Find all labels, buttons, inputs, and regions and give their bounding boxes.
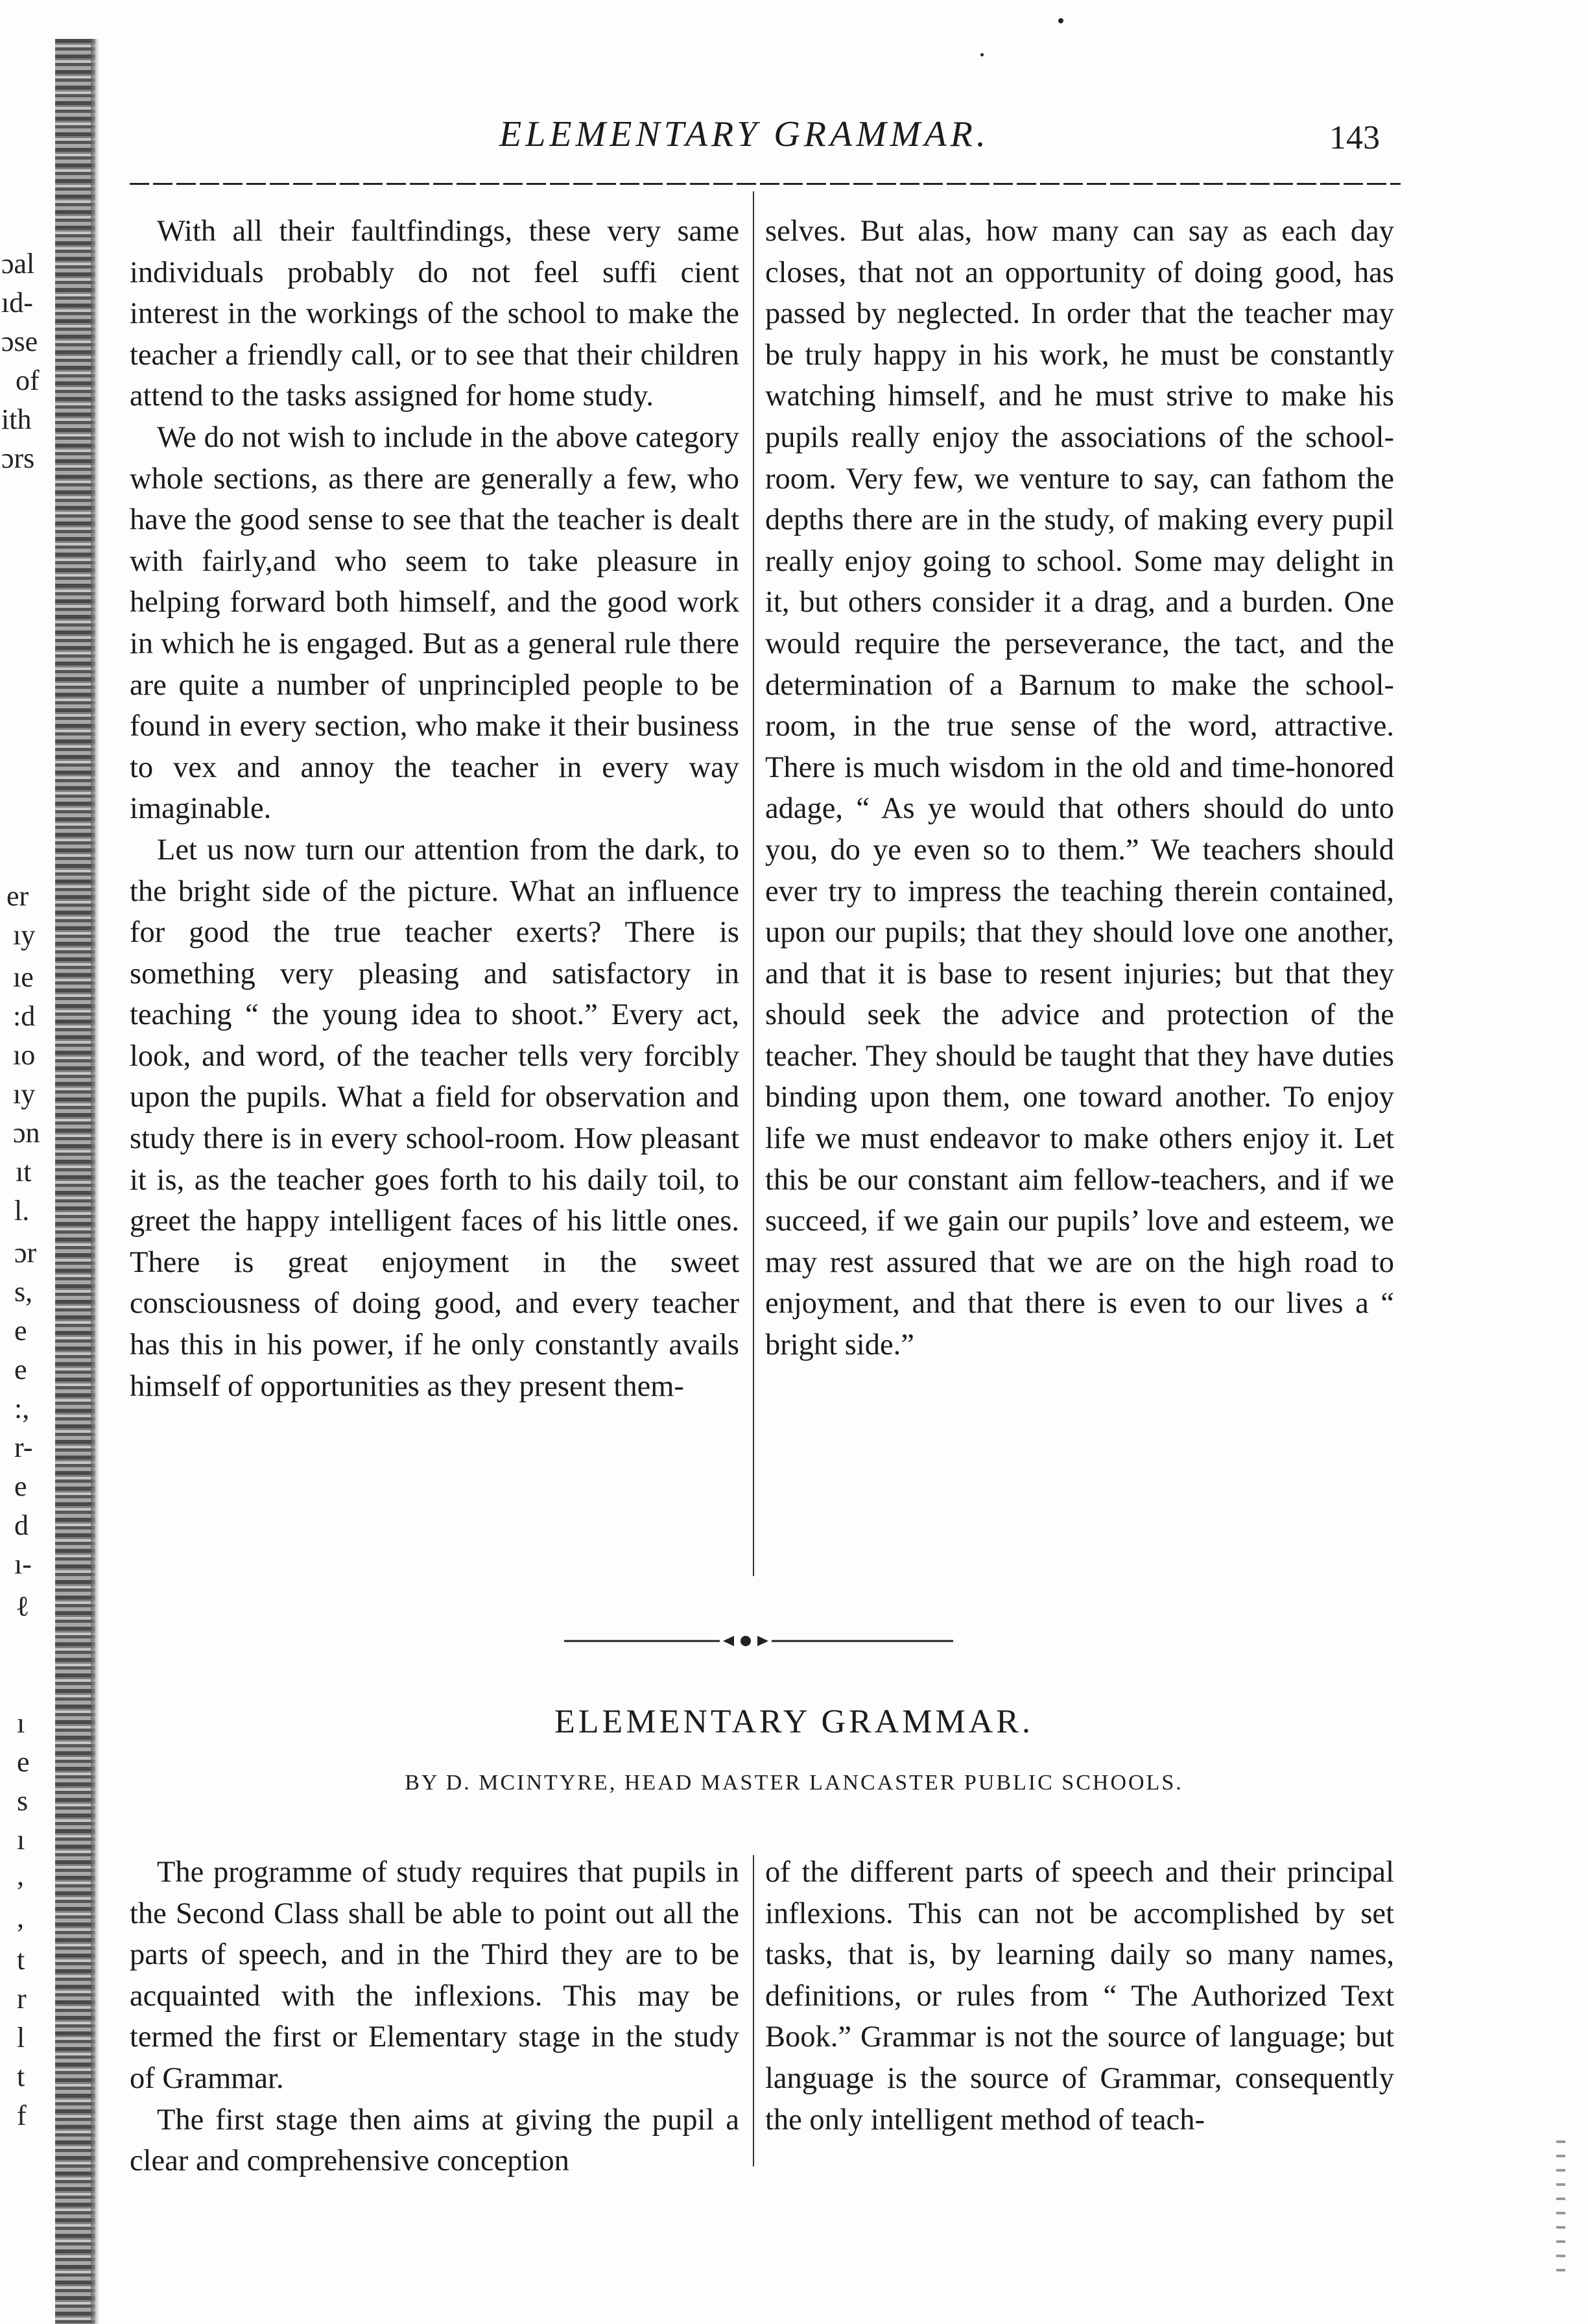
fragment-36: f [17, 2100, 27, 2131]
page-number: 143 [1329, 119, 1380, 156]
fragment-24: ı- [14, 1548, 32, 1580]
fragment-30: , [17, 1860, 24, 1891]
fragment-32: t [17, 1944, 25, 1976]
section-divider-ornament [564, 1628, 953, 1654]
article-left-column [130, 1852, 739, 2182]
fragment-20: :, [14, 1393, 30, 1424]
fragment-4: of [16, 365, 40, 396]
paragraph: We do not wish to include in the above category whole sections, as there are generally a few, who have the good sense to see that the teacher is dealt with fairly,and who seem to take pleasure in helping forward both himself, and the good work in which he is engaged. But as a general rule there are quite a number of unprincipled people to be found in every section, who make it their business to vex and annoy the teacher in every way imaginable. [130, 420, 739, 826]
paragraph: selves. But alas, how many can say as each day closes, that not an opportunity of doing good, has passed by neglected. In order that the teacher may be truly happy in his work, he must be constantly watching himself, and he must strive to make his pupils really enjoy the associations of the school-room. Very few, we venture to say, can fathom the depths there are in the study, of making every pupil really enjoy going to school. Some may delight in it, but others consider it a drag, and a burden. One would require the perseverance, the tact, and the determination of a Barnum to make the school-room, in the true sense of the word, attractive. There is much wisdom in the old and time-honored adage, “ As ye would that others should do unto you, do ye even so to them.” We teachers should ever try to impress the teaching therein contained, upon our pupils; that they should love one another, and that it is base to resent injuries; but that they should seek the advice and protection of the teacher. They should be taught that they have duties binding upon them, one toward another. To enjoy life we must endeavor to make others enjoy it. Let this be our constant aim fellow-teachers, and if we succeed, if we gain our pupils’ love and esteem, we may rest assured that we are on the high road to enjoyment, and that there is even to our lives a “ bright side.” [765, 215, 1394, 1362]
paragraph: The first stage then aims at giving the pupil a clear and comprehensive conception [130, 2103, 739, 2178]
article-byline: BY D. MCINTYRE, HEAD MASTER LANCASTER PUBLIC SCHOOLS. [405, 1771, 1183, 1795]
fragment-9: ıe [13, 961, 34, 993]
fragment-8: ıy [13, 919, 36, 951]
binding-edge-shadow [91, 39, 100, 2324]
fragment-28: s [17, 1785, 29, 1817]
fragment-26: ı [17, 1707, 25, 1739]
upper-right-column [765, 211, 1394, 1366]
paragraph: The programme of study requires that pupils in the Second Class shall be able to point out all the parts of speech, and in the Third they are to be acquainted with the inflexions. This may be termed the first or Elementary stage in the study of Grammar. [130, 1856, 739, 2095]
fragment-12: ıy [13, 1078, 36, 1110]
fragment-10: :d [13, 1000, 36, 1032]
article-right-column [765, 1852, 1394, 2140]
fragment-18: e [14, 1315, 27, 1347]
fragment-19: e [14, 1354, 27, 1385]
fragment-16: ɔr [14, 1237, 37, 1269]
fragment-5: ith [1, 403, 32, 435]
fragment-33: r [17, 1983, 27, 2015]
paragraph: Let us now turn our attention from the dark, to the bright side of the picture. What an influence for good the true teacher exerts? There is something very pleasing and satisfactory in teaching “ the young idea to shoot.” Every act, look, and word, of the teacher tells very forcibly upon the pupils. What a field for observation and study there is in every school-room. How pleasant it is, as the teacher goes forth to his daily toil, to greet the happy intelligent faces of his little ones. There is great enjoyment in the sweet consciousness of doing good, and every teacher has this in his power, if he only constantly avails himself of opportunities as they present them- [130, 833, 739, 1403]
column-divider [753, 191, 754, 1576]
fragment-2: ıd- [1, 287, 33, 318]
fragment-34: l [17, 2022, 25, 2054]
binding-gutter [55, 39, 95, 2324]
fragment-7: er [6, 880, 29, 912]
fragment-11: ıo [13, 1039, 36, 1071]
ink-speck [1058, 18, 1063, 23]
upper-left-column [130, 211, 739, 1407]
fragment-27: e [17, 1746, 30, 1778]
running-title: ELEMENTARY GRAMMAR. [499, 114, 990, 154]
scan-specks [1556, 2140, 1565, 2283]
paragraph: of the different parts of speech and their principal inflexions. This can not be accomplished by set tasks, that is, by learning daily so many names, definitions, or rules from “ The Authorized Text Book.” Grammar is not the source of language; but language is the source of Grammar, consequently the only intelligent method of teach- [765, 1856, 1394, 2137]
fragment-21: r- [14, 1432, 33, 1463]
fragment-23: d [14, 1509, 29, 1541]
column-divider [753, 1855, 754, 2166]
fragment-35: t [17, 2061, 25, 2092]
fragment-25: ℓ [16, 1590, 30, 1622]
fragment-22: e [14, 1470, 27, 1502]
fragment-1: ɔal [1, 248, 35, 280]
fragment-17: s, [14, 1276, 33, 1308]
paragraph: With all their faultfindings, these very same individuals probably do not feel suffi cient interest in the workings of the school to make the teacher a friendly call, or to see that their children attend to the tasks assigned for home study. [130, 215, 739, 413]
fragment-14: ıt [16, 1156, 32, 1188]
ink-speck [980, 53, 984, 56]
fragment-29: ı [17, 1824, 25, 1856]
fragment-31: , [17, 1902, 24, 1934]
fragment-6: ɔrs [1, 442, 35, 474]
fragment-13: ɔn [13, 1117, 40, 1149]
article-title: ELEMENTARY GRAMMAR. [554, 1703, 1034, 1740]
header-rule [130, 183, 1401, 185]
fragment-15: l. [14, 1195, 30, 1227]
fragment-3: ɔse [1, 326, 38, 357]
